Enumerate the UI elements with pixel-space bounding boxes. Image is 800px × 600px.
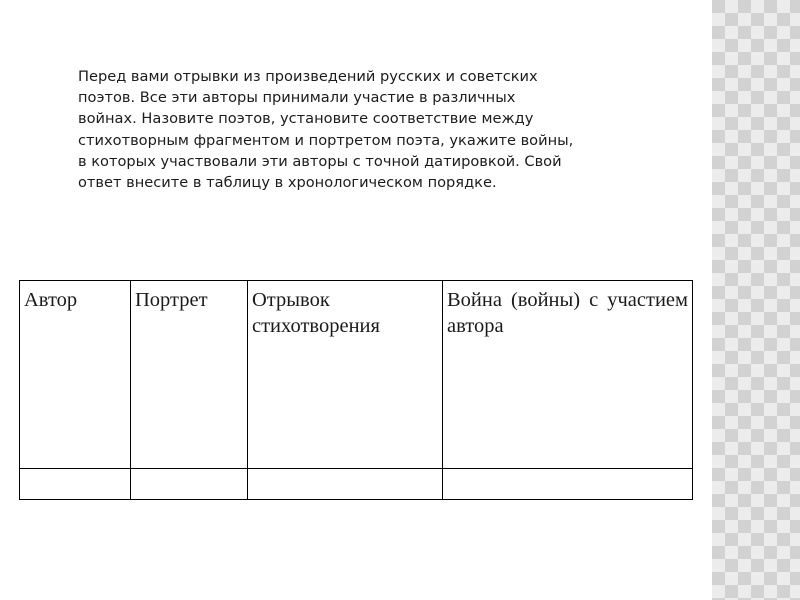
header-author: Автор bbox=[20, 281, 131, 469]
header-war: Война (войны) с участием автора bbox=[443, 281, 693, 469]
cell-war bbox=[443, 469, 693, 500]
instruction-text: Перед вами отрывки из произведений русских и советских поэтов. Все эти авторы принимали участие в различных войнах. Назовите поэтов, установите соответствие между стихотворным фрагментом и портретом поэта, укажите войны, в которых участвовали эти авторы с точной датировкой. Свой ответ внесите в таблицу в хронологическом порядке. bbox=[78, 68, 574, 192]
cell-author bbox=[20, 469, 131, 500]
table-row bbox=[20, 469, 693, 500]
cell-fragment bbox=[248, 469, 443, 500]
cell-portrait bbox=[131, 469, 248, 500]
answer-table bbox=[19, 280, 693, 500]
header-portrait: Портрет bbox=[131, 281, 248, 469]
table-header-row bbox=[20, 281, 693, 469]
decorative-side-pattern bbox=[712, 0, 800, 600]
header-fragment: Отрывок стихотворения bbox=[248, 281, 443, 469]
